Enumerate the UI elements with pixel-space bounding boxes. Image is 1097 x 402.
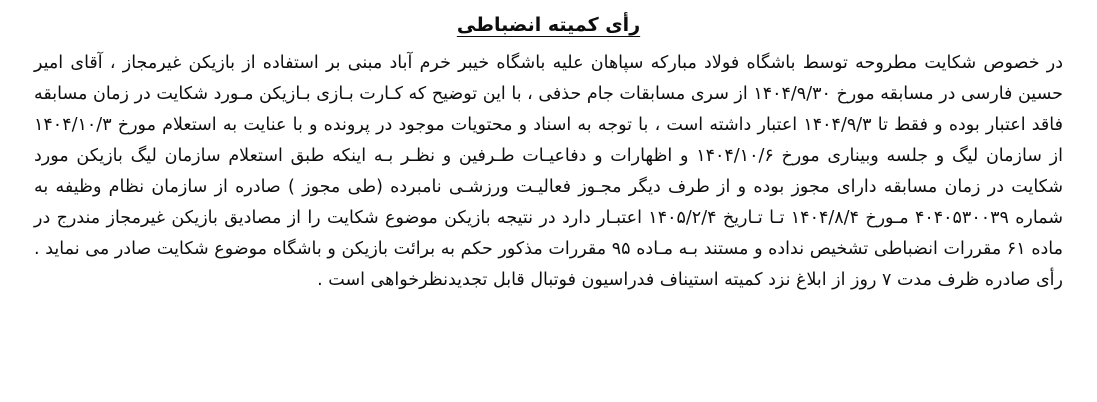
page-title: رأی کمیته انضباطی (456, 14, 641, 36)
document-body (30, 48, 1067, 296)
body-paragraph: در خصوص شکایت مطروحه توسط باشگاه فولاد مبارکه سپاهان علیه باشگاه خیبر خرم آباد مبنی بر استفاده از بازیکن غیرمجاز ، آقای امیر حسین فارسی در مسابقه مورخ ۱۴۰۴/۹/۳۰ از سری مسابقات جام حذفی ، با این توضیح که کـارت بـازی بـازیکن مـورد شکایت در زمان مسابقه فاقد اعتبار بوده و فقط تا ۱۴۰۴/۹/۳ اعتبار داشته است ، با توجه به اسناد و محتویات موجود در پرونده و با عنایت به استعلام مورخ ۱۴۰۴/۱۰/۳ از سازمان لیگ و جلسه وبیناری مورخ ۱۴۰۴/۱۰/۶ و اظهارات و دفاعیـات طـرفین و نظـر بـه اینکه طبق استعلام سازمان لیگ بازیکن مورد شکایت در زمان مسابقه دارای مجوز بوده و از طرف دیگر مجـوز فعالیـت ورزشـی نامبرده (طی مجوز ) صادره از سازمان نظام وظیفه به شماره ۴۰۴۰۵۳۰۰۳۹ مـورخ ۱۴۰۴/۸/۴ تـا تـاریخ ۱۴۰۵/۲/۴ اعتبـار دارد در نتیجه بازیکن موضوع شکایت را از مصادیق بازیکن غیرمجاز مندرج در ماده ۶۱ مقررات انضباطی تشخیص نداده و مستند بـه مـاده ۹۵ مقررات مذکور حکم به برائت بازیکن و باشگاه موضوع شکایت صادر می نماید . رأی صادره ظرف مدت ۷ روز از ابلاغ نزد کمیته استیناف فدراسیون فوتبال قابل تجدیدنظرخواهی است . (34, 53, 1064, 290)
